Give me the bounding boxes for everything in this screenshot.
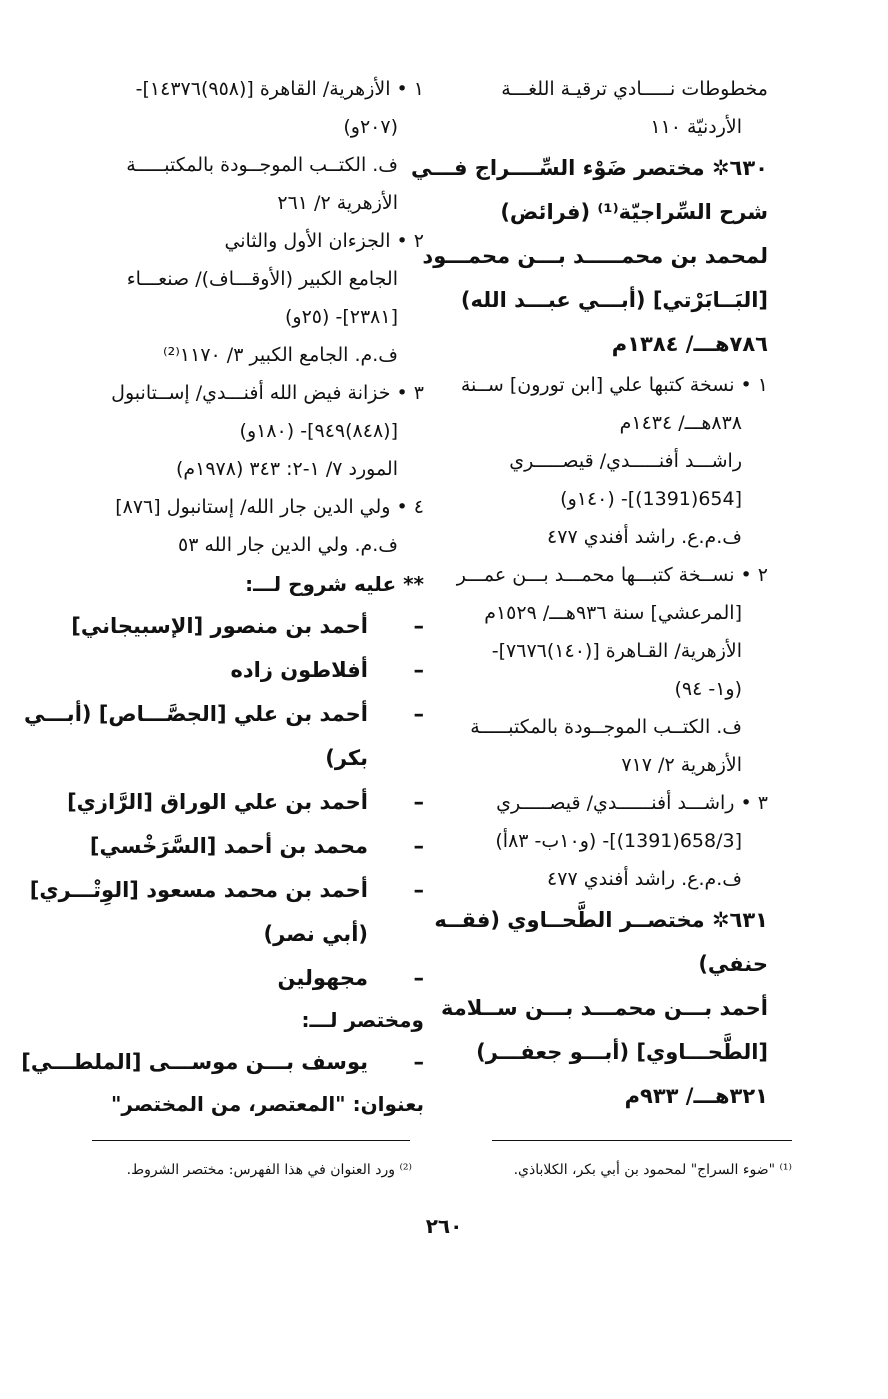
line-text: مخطوطات نـــــادي ترقيـة اللغـــة xyxy=(501,78,768,100)
line-text: [المرعشي] سنة ٩٣٦هـــ/ ١٥٢٩م xyxy=(484,602,742,624)
list-dash: – xyxy=(413,1050,424,1074)
line-text: [الطَّحـــاوي] (أبـــو جعفـــر) xyxy=(476,1040,768,1064)
line-text: ف.م. ولي الدين جار الله ٥٣ xyxy=(177,534,398,556)
text-line xyxy=(462,594,768,632)
line-text: (أبي نصر) xyxy=(263,922,368,946)
text-line xyxy=(72,736,424,780)
line-text: ومختصر لـــ: xyxy=(301,1008,424,1032)
text-line xyxy=(422,234,768,278)
line-text: [654(1391)]- (١٤٠و) xyxy=(560,488,742,510)
text-line xyxy=(72,488,424,526)
list-dash: – xyxy=(413,658,424,682)
list-dash: – xyxy=(413,878,424,902)
text-line xyxy=(462,670,768,708)
text-line xyxy=(462,1074,768,1118)
text-line xyxy=(29,868,424,912)
line-text: راشـــد أفنـــــدي/ قيصـــــري xyxy=(509,450,742,472)
line-text: الجامع الكبير (الأوقـــاف)/ صنعـــاء xyxy=(126,268,398,290)
text-line xyxy=(72,450,424,488)
text-line xyxy=(462,822,768,860)
line-text: ٤ • ولي الدين جار الله/ إستانبول [٨٧٦] xyxy=(115,496,424,518)
text-line xyxy=(72,108,424,146)
line-text: بعنوان: "المعتصر، من المختصر" xyxy=(110,1092,424,1116)
line-text: الأزهرية/ القـاهرة [(١٤٠)٧٦٧٦]- xyxy=(491,640,742,662)
line-text: ٦٣٠✲ مختصر ضَوْء السِّــــراج فـــي xyxy=(410,156,768,180)
text-line xyxy=(462,784,768,822)
line-text: ٢ • الجزءان الأول والثاني xyxy=(224,230,424,252)
line-text: ** عليه شروح لـــ: xyxy=(245,572,424,596)
text-line xyxy=(462,190,768,234)
text-line xyxy=(434,898,768,942)
text-line xyxy=(72,956,424,1000)
text-line xyxy=(462,366,768,404)
line-text: ٣ • خزانة فيض الله أفنـــدي/ إســتانبول xyxy=(111,382,424,404)
text-line xyxy=(462,632,768,670)
line-text: الأردنيّة ١١٠ xyxy=(650,116,742,138)
line-text: لمحمد بن محمـــــد بـــن محمـــود xyxy=(422,244,768,268)
text-line xyxy=(462,480,768,518)
line-text: ف.م.ع. راشد أفندي ٤٧٧ xyxy=(547,868,742,890)
right-column xyxy=(410,70,768,1118)
text-line xyxy=(72,412,424,450)
line-text: ف. الكتــب الموجــودة بالمكتبـــــة xyxy=(470,716,742,738)
text-line xyxy=(67,780,424,824)
line-text: (٢٠٧و) xyxy=(343,116,398,138)
list-dash: – xyxy=(413,966,424,990)
text-line xyxy=(72,260,424,298)
line-text: أحمد بـــن محمـــد بـــن ســلامة xyxy=(441,996,768,1020)
text-line xyxy=(462,708,768,746)
line-text: ٨٣٨هـــ/ ١٤٣٤م xyxy=(619,412,742,434)
text-line xyxy=(462,942,768,986)
text-line xyxy=(72,526,424,564)
line-text: [658/3(1391)]- (و١٠ب- ٨٣أ) xyxy=(495,830,742,852)
line-text: محمد بن أحمد [السَّرَخْسي] xyxy=(89,834,368,858)
text-line xyxy=(462,70,768,108)
line-text: أحمد بن علي [الجصَّـــاص] (أبـــي xyxy=(24,702,368,726)
line-text: المورد ٧/ ١-٢: ٣٤٣ (١٩٧٨م) xyxy=(175,458,398,480)
text-line xyxy=(21,1040,424,1084)
text-line xyxy=(72,564,424,604)
list-dash: – xyxy=(413,702,424,726)
line-text: ف. الكتــب الموجــودة بالمكتبـــــة xyxy=(126,154,398,176)
text-line xyxy=(462,442,768,480)
line-text: [(٨٤٨)٩٤٩]- (١٨٠و) xyxy=(239,420,398,442)
line-text: مجهولين xyxy=(277,966,368,990)
footnote-rule-right xyxy=(492,1140,792,1141)
text-line xyxy=(462,746,768,784)
footnote-2: ⁽²⁾ ورد العنوان في هذا الفهرس: مختصر الشروط. xyxy=(126,1162,412,1178)
text-line xyxy=(24,692,424,736)
line-text: ٣ • راشـــد أفنــــــدي/ قيصـــــري xyxy=(496,792,768,814)
text-line xyxy=(462,108,768,146)
line-text: شرح السِّراجيّة⁽¹⁾ (فرائض) xyxy=(500,200,768,224)
line-text: أحمد بن منصور [الإسبيجاني] xyxy=(71,614,368,638)
text-line xyxy=(72,374,424,412)
line-text: [البَــابَرْتي] (أبـــي عبـــد الله) xyxy=(460,288,768,312)
text-line xyxy=(462,278,768,322)
text-line xyxy=(456,556,768,594)
text-line xyxy=(441,986,768,1030)
line-text: ٣٢١هـــ/ ٩٣٣م xyxy=(624,1084,768,1108)
text-line xyxy=(72,298,424,336)
text-line xyxy=(72,336,424,374)
line-text: ١ • نسخة كتبها علي [ابن تورون] ســنة xyxy=(460,374,768,396)
line-text: ٦٣١✲ مختصــر الطَّحــاوي (فقــه xyxy=(434,908,768,932)
text-line xyxy=(462,1030,768,1074)
text-line xyxy=(72,1084,424,1124)
line-text: أحمد بن علي الوراق [الرَّازي] xyxy=(67,790,368,814)
text-line xyxy=(72,146,424,184)
footnote-rule-left xyxy=(92,1140,410,1141)
line-text: الأزهرية ٢/ ٢٦١ xyxy=(277,192,398,214)
text-line xyxy=(462,322,768,366)
line-text: ف.م.ع. راشد أفندي ٤٧٧ xyxy=(547,526,742,548)
line-text: أحمد بن محمد مسعود [الوِتْـــري] xyxy=(29,878,368,902)
text-line xyxy=(72,222,424,260)
text-line xyxy=(72,1000,424,1040)
text-line xyxy=(72,912,424,956)
line-text: حنفي) xyxy=(698,952,768,976)
line-text: [٢٣٨١]- (٢٥و) xyxy=(285,306,398,328)
text-line xyxy=(72,824,424,868)
line-text: أفلاطون زاده xyxy=(230,658,368,682)
text-line xyxy=(462,860,768,898)
text-line xyxy=(462,518,768,556)
text-line xyxy=(72,70,424,108)
text-line xyxy=(72,648,424,692)
line-text: بكر) xyxy=(325,746,368,770)
line-text: ١ • الأزهرية/ القاهرة [(٩٥٨)١٤٣٧٦]- xyxy=(135,78,424,100)
line-text: يوسف بـــن موســـى [الملطـــي] xyxy=(21,1050,368,1074)
list-dash: – xyxy=(413,834,424,858)
footnote-1: ⁽¹⁾ "ضوء السراج" لمحمود بن أبي بكر، الكلاباذي. xyxy=(513,1162,792,1178)
line-text: ف.م. الجامع الكبير ٣/ ١١٧٠⁽²⁾ xyxy=(162,344,398,366)
list-dash: – xyxy=(413,614,424,638)
left-column xyxy=(21,70,424,1124)
line-text: (و١- ٩٤) xyxy=(674,678,742,700)
page-number: ٢٦٠ xyxy=(425,1214,463,1238)
text-line xyxy=(72,184,424,222)
line-text: ٧٨٦هـــ/ ١٣٨٤م xyxy=(611,332,768,356)
line-text: الأزهرية ٢/ ٧١٧ xyxy=(621,754,742,776)
text-line xyxy=(72,604,424,648)
list-dash: – xyxy=(413,790,424,814)
text-line xyxy=(410,146,768,190)
line-text: ٢ • نســخة كتبـــها محمـــد بـــن عمـــر xyxy=(456,564,768,586)
text-line xyxy=(462,404,768,442)
